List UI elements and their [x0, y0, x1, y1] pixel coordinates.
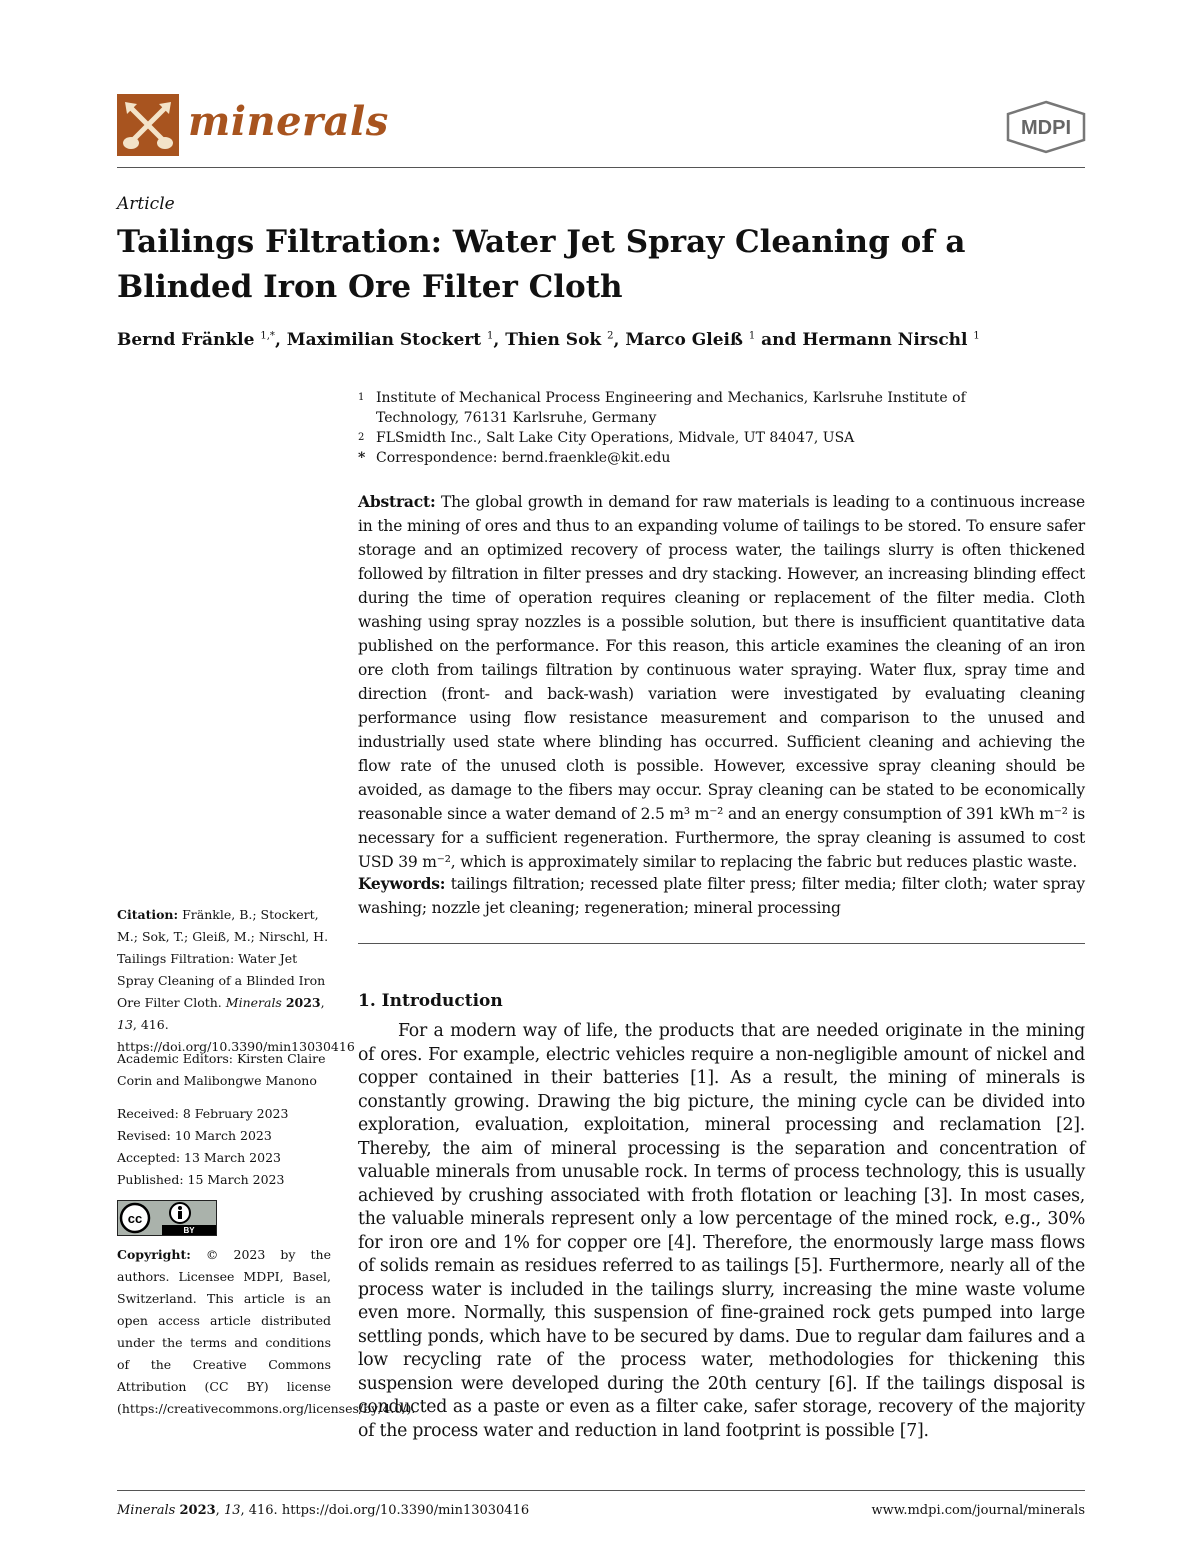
footer-volume: 13 [223, 1503, 241, 1518]
correspondence [358, 448, 1085, 468]
keywords-divider [358, 943, 1085, 944]
mdpi-logo-text: MDPI [1021, 117, 1071, 139]
author-name[interactable]: Marco Gleiß [625, 330, 749, 350]
author-affiliation-mark: 1 [487, 330, 494, 342]
affiliation-2 [358, 428, 1085, 448]
citation-text: Fränkle, B.; Stockert, M.; Sok, T.; Gleiß, M.; Nirschl, H. Tailings Filtration: Water Jet Spray Cleaning of a Blinded Iron Ore Filter Cloth. [117, 907, 329, 1010]
correspondence-mark: * [358, 450, 366, 466]
journal-logo-text: minerals [188, 98, 389, 145]
svg-text:cc: cc [127, 1211, 143, 1226]
accepted-date: Accepted: 13 March 2023 [117, 1150, 281, 1165]
author-separator: , [493, 330, 506, 350]
author-name[interactable]: Maximilian Stockert [286, 330, 488, 350]
author-affiliation-mark: 1 [973, 330, 980, 342]
author-affiliation-mark: 2 [607, 330, 614, 342]
citation-volume: 13 [117, 1017, 133, 1032]
author-list [117, 330, 980, 350]
copyright-notice [117, 1244, 416, 1420]
footer-citation: Minerals 2023, 13, 416. https://doi.org/10.3390/min13030416 [117, 1503, 530, 1518]
author-affiliation-mark: 1 [748, 330, 756, 342]
author-separator: and [755, 330, 803, 350]
footer-doi[interactable]: , 416. https://doi.org/10.3390/min13030416 [240, 1503, 530, 1518]
footer-journal-url[interactable]: www.mdpi.com/journal/minerals [871, 1503, 1085, 1518]
citation-journal: Minerals [225, 995, 282, 1010]
affiliation-mark: 2 [358, 432, 365, 443]
author-name[interactable]: Thien Sok [505, 330, 608, 350]
author-name[interactable]: Bernd Fränkle [117, 330, 261, 350]
published-date: Published: 15 March 2023 [117, 1172, 285, 1187]
affiliation-1 [358, 388, 1085, 428]
publication-dates [117, 1103, 331, 1191]
footer-journal: Minerals [117, 1503, 176, 1518]
abstract [358, 490, 1085, 874]
abstract-label: Abstract: [358, 492, 436, 511]
citation-label: Citation: [117, 907, 179, 922]
abstract-text: The global growth in demand for raw materials is leading to a continuous increase in the mining of ores and thus to an expanding volume of tailings to be stored. To ensure safer storage and an optimized recovery of process water, the tailings slurry is often thickened followed by filtration in filter presses and dry stacking. However, an increasing blinding effect during the time of operation requires cleaning or replacement of the filter media. Cloth washing using spray nozzles is a possible solution, but there is insufficient quantitative data published on the performance. For this reason, this article examines the cleaning of an iron ore cloth from tailings filtration by continuous water spraying. Water flux, spray time and direction (front- and back-wash) variation were investigated by evaluating cleaning performance using flow resistance measurement and comparison to the unused and industrially used state where blinding has occurred. Sufficient cleaning and achieving the flow rate of the unused cloth is possible. However, excessive spray cleaning should be avoided, as damage to the fibers may occur. Spray cleaning can be stated to be economically reasonable since a water demand of 2.5 m³ m⁻² and an energy consumption of 391 kWh m⁻² is necessary for a sufficient regeneration. Furthermore, the spray cleaning is assumed to cost USD 39 m⁻², which is approximately similar to replacing the fabric but reduces plastic waste. [358, 493, 1086, 871]
cc-by-license-badge[interactable] [117, 1200, 217, 1236]
citation-doi[interactable]: , 416. https://doi.org/10.3390/min13030416 [117, 1017, 355, 1054]
keywords [358, 872, 1085, 920]
copyright-label: Copyright: [117, 1247, 191, 1262]
citation-year: 2023 [285, 995, 321, 1010]
affiliation-mark: 1 [358, 392, 365, 403]
affiliation-text: FLSmidth Inc., Salt Lake City Operations, Midvale, UT 84047, USA [376, 430, 855, 446]
cc-by-label: BY [183, 1226, 195, 1235]
journal-logo-icon [117, 94, 179, 156]
academic-editors: Academic Editors: Kirsten Claire Corin and Malibongwe Manono [117, 1051, 326, 1088]
keywords-text: tailings filtration; recessed plate filter press; filter media; filter cloth; water spray washing; nozzle jet cleaning; regeneration; mineral processing [358, 875, 1085, 917]
footer-divider [117, 1490, 1085, 1491]
correspondence-text[interactable]: Correspondence: bernd.fraenkle@kit.edu [376, 450, 671, 466]
section-heading-introduction: 1. Introduction [358, 991, 503, 1011]
revised-date: Revised: 10 March 2023 [117, 1128, 272, 1143]
received-date: Received: 8 February 2023 [117, 1106, 289, 1121]
paper-title: Tailings Filtration: Water Jet Spray Cleaning of a Blinded Iron Ore Filter Cloth [117, 224, 966, 305]
affiliation-text: Institute of Mechanical Process Engineering and Mechanics, Karlsruhe Institute of Technology, 76131 Karlsruhe, Germany [376, 390, 966, 426]
header-divider [117, 167, 1085, 168]
keywords-label: Keywords: [358, 874, 446, 893]
author-separator: , [613, 330, 626, 350]
copyright-text: © 2023 by the authors. Licensee MDPI, Basel, Switzerland. This article is an open access article distributed under the terms and conditions of the Creative Commons Attribution (CC BY) license (https://creativecommons.org/licenses/by/4.0/). [117, 1247, 416, 1416]
author-name[interactable]: Hermann Nirschl [802, 330, 974, 350]
citation-block: Citation: Fränkle, B.; Stockert, M.; Sok, T.; Gleiß, M.; Nirschl, H. Tailings Filtration: Water Jet Spray Cleaning of a Blinded Iron Ore Filter Cloth. Minerals 2023, 13, 416. https://doi.org/10.3390/min13030416 [117, 907, 355, 1054]
mdpi-logo-icon [1004, 100, 1088, 154]
footer-year: 2023 [179, 1503, 216, 1518]
author-affiliation-mark: 1,* [260, 330, 275, 342]
introduction-paragraph: For a modern way of life, the products that are needed originate in the mining of ores. For example, electric vehicles require a non-negligible amount of nickel and copper contained in their batteries [1]. As a result, the mining of minerals is constantly growing. Drawing the big picture, the mining cycle can be divided into exploration, evaluation, exploitation, mineral processing and reclamation [2]. Thereby, the aim of mineral processing is the separation and concentration of valuable minerals from unusable rock. In terms of process technology, this is usually achieved by crushing associated with froth flotation or leaching [3]. In most cases, the valuable minerals represent only a low percentage of the mined rock, e.g., 30% for iron ore and 1% for copper ore [4]. Therefore, the enormously large mass flows of solids remain as residues referred to as tailings [5]. Furthermore, nearly all of the process water is included in the tailings slurry, increasing the mine waste volume even more. Normally, this suspension of fine-grained rock gets pumped into large settling ponds, which have to be secured by dams. Due to regular dam failures and a low recycling rate of the process water, methodologies for thickening this suspension were developed during the 20th century [6]. If the tailings disposal is conducted as a paste or even as a filter cake, safer storage, recovery of the majority of the process water and reduction in land footprint is possible [7]. [358, 1021, 1085, 1441]
affiliations [358, 388, 1085, 468]
article-type: Article [117, 194, 175, 214]
author-separator: , [274, 330, 287, 350]
